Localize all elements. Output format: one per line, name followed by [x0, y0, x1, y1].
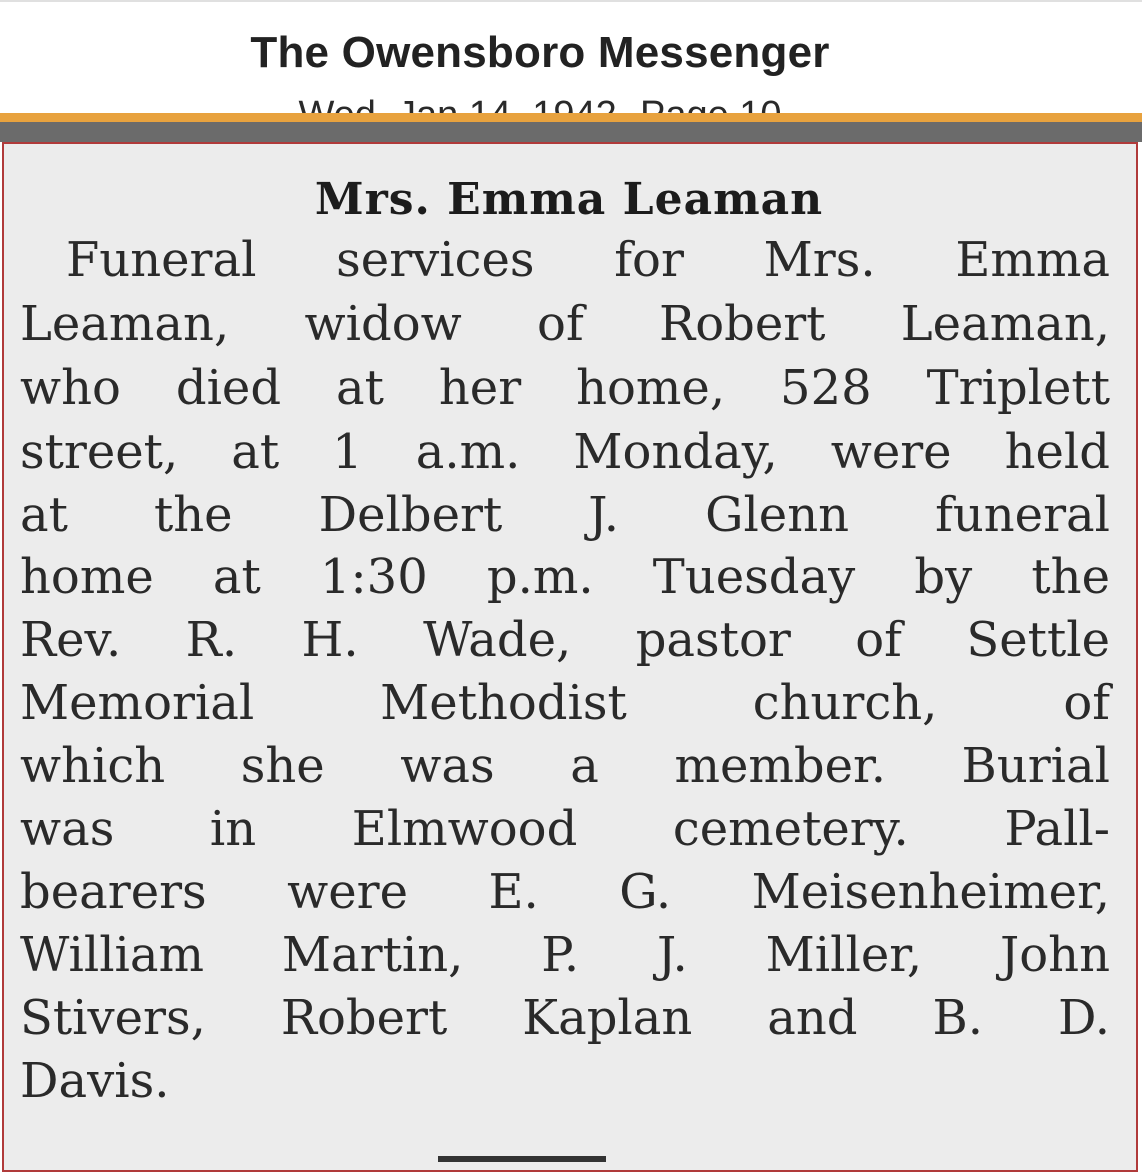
article-line: home at 1:30 p.m. Tuesday by the	[20, 549, 1110, 605]
article-line: street, at 1 a.m. Monday, were held	[20, 424, 1110, 480]
article-line: who died at her home, 528 Triplett	[20, 360, 1110, 416]
newspaper-clipping	[2, 142, 1138, 1172]
publication-title: The Owensboro Messenger	[250, 28, 830, 77]
article-headline: Mrs. Emma Leaman	[314, 174, 824, 225]
accent-bar	[0, 113, 1142, 122]
top-divider	[0, 0, 1142, 2]
article-line: Funeral services for Mrs. Emma	[66, 232, 1110, 288]
article-line: bearers were E. G. Meisenheimer,	[20, 864, 1110, 920]
article-line: Davis.	[20, 1053, 170, 1109]
article-line: Leaman, widow of Robert Leaman,	[20, 296, 1110, 352]
clipping-frame-bar	[0, 122, 1142, 142]
clipping-edge-mark	[438, 1156, 606, 1162]
article-line: at the Delbert J. Glenn funeral	[20, 487, 1110, 543]
article-line: which she was a member. Burial	[20, 738, 1110, 794]
article-line: William Martin, P. J. Miller, John	[20, 927, 1110, 983]
article-line: Stivers, Robert Kaplan and B. D.	[20, 990, 1110, 1046]
article-line: Rev. R. H. Wade, pastor of Settle	[20, 612, 1110, 668]
article-line: Memorial Methodist church, of	[20, 675, 1110, 731]
article-line: was in Elmwood cemetery. Pall-	[20, 801, 1110, 857]
